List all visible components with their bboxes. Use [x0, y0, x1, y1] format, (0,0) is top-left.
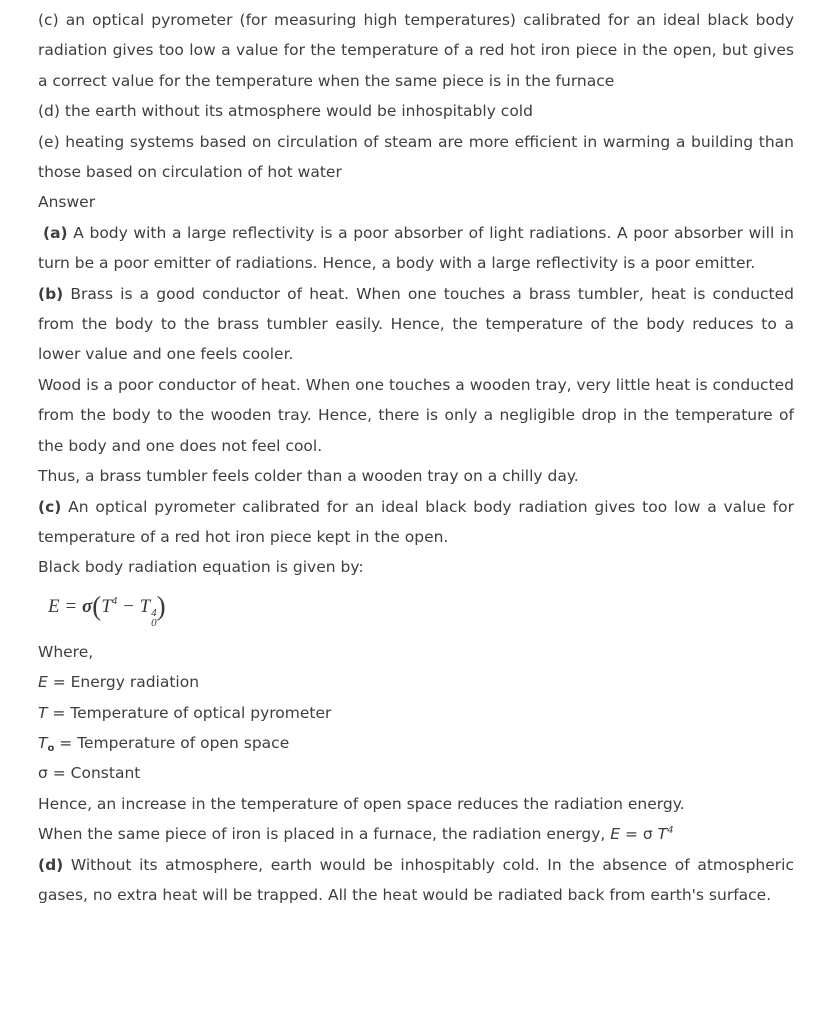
- answer-d-text: Without its atmosphere, earth would be inhospitably cold. In the absence of atmospheric gases, no extra heat will be trapped. All the heat would be radiated back from earth's surface.: [38, 855, 794, 904]
- definition-sigma: [38, 758, 794, 788]
- eq-var-T0: T: [139, 595, 151, 617]
- answer-heading-text: Answer: [38, 193, 96, 212]
- paragraph-question-e: [38, 127, 794, 188]
- answer-c-text: An optical pyrometer calibrated for an ideal black body radiation gives too low a value for temperature of a red hot iron piece kept in the open.: [38, 497, 794, 546]
- eq-T-exponent: 4: [111, 594, 118, 607]
- answer-a-text: A body with a large reflectivity is a poor absorber of light radiations. A poor absorber will in turn be a poor emitter of radiations. Hence, a body with a large reflectivity is a poor emitter.: [38, 223, 794, 273]
- definition-T0-subscript: o: [47, 742, 55, 754]
- eq-T0-exponent: 4: [151, 606, 157, 619]
- paragraph-where: [38, 637, 794, 667]
- answer-b-wood-text: Wood is a poor conductor of heat. When one touches a wooden tray, very little heat is conducted from the body to the wooden tray. Hence, there is only a negligible drop in the temperature of the body and one does not feel cool.: [38, 375, 794, 455]
- paragraph-answer-a: [38, 218, 794, 279]
- definition-T-symbol: T: [38, 703, 48, 722]
- answer-b-label: (b): [38, 284, 64, 303]
- answer-b-text: Brass is a good conductor of heat. When one touches a brass tumbler, heat is conducted from the body to the brass tumbler easily. Hence, the temperature of the body reduces to a lower value and one feels cooler.: [38, 284, 794, 364]
- equation-blackbody: [38, 592, 794, 628]
- paragraph-question-d: [38, 96, 794, 126]
- furnace-eq-var-E: E: [610, 825, 621, 844]
- eq-close-paren: ): [156, 590, 166, 621]
- paragraph-furnace: [38, 819, 794, 849]
- furnace-text: When the same piece of iron is placed in a furnace, the radiation energy,: [38, 825, 611, 844]
- definition-sigma-text: σ = Constant: [38, 764, 141, 783]
- definition-E: [38, 667, 794, 697]
- paragraph-question-c: [38, 5, 794, 96]
- paragraph-hence: [38, 789, 794, 819]
- paragraph-answer-d: [38, 850, 794, 911]
- furnace-eq-exponent: 4: [667, 825, 674, 837]
- paragraph-answer-c: [38, 492, 794, 553]
- eq-T0-subscript: 0: [151, 616, 157, 629]
- hence-text: Hence, an increase in the temperature of open space reduces the radiation energy.: [38, 794, 685, 813]
- paragraph-equation-intro: [38, 552, 794, 582]
- answer-c-label: (c): [38, 497, 62, 516]
- furnace-eq-equals-sigma: = σ: [620, 825, 658, 844]
- answer-heading: [38, 187, 794, 217]
- eq-minus-sign: −: [117, 595, 140, 617]
- definition-T-text: = Temperature of optical pyrometer: [47, 703, 332, 722]
- furnace-eq-var-T: T: [657, 825, 668, 844]
- definition-T0-text: = Temperature of open space: [54, 733, 290, 752]
- question-c-text: (c) an optical pyrometer (for measuring high temperatures) calibrated for an ideal black body radiation gives too low a value for the temperature of a red hot iron piece in the open, but gives a correct value for the temperature when the same piece is in the furnace: [38, 11, 794, 90]
- paragraph-answer-b: [38, 279, 794, 370]
- definition-E-text: = Energy radiation: [47, 673, 200, 692]
- question-e-text: (e) heating systems based on circulation of steam are more efficient in warming a building than those based on circulation of hot water: [38, 132, 794, 182]
- answer-d-label: (d): [38, 855, 64, 874]
- where-text: Where,: [38, 642, 94, 661]
- equation-intro-text: Black body radiation equation is given by:: [38, 558, 364, 577]
- answer-b-conclusion-text: Thus, a brass tumbler feels colder than a wooden tray on a chilly day.: [38, 467, 579, 486]
- eq-var-T: T: [101, 595, 112, 617]
- question-d-text: (d) the earth without its atmosphere would be inhospitably cold: [38, 102, 533, 121]
- definition-T0-symbol: T: [38, 733, 48, 752]
- answer-a-label: (a): [43, 223, 68, 242]
- eq-equals-sign: =: [59, 595, 82, 617]
- definition-T: [38, 698, 794, 728]
- definition-T0: [38, 728, 794, 758]
- eq-var-E: E: [48, 595, 60, 617]
- definition-E-symbol: E: [38, 673, 48, 692]
- paragraph-answer-b-wood: [38, 370, 794, 461]
- eq-sigma-symbol: σ: [81, 595, 93, 617]
- eq-open-paren: (: [92, 590, 102, 621]
- paragraph-answer-b-conclusion: [38, 461, 794, 491]
